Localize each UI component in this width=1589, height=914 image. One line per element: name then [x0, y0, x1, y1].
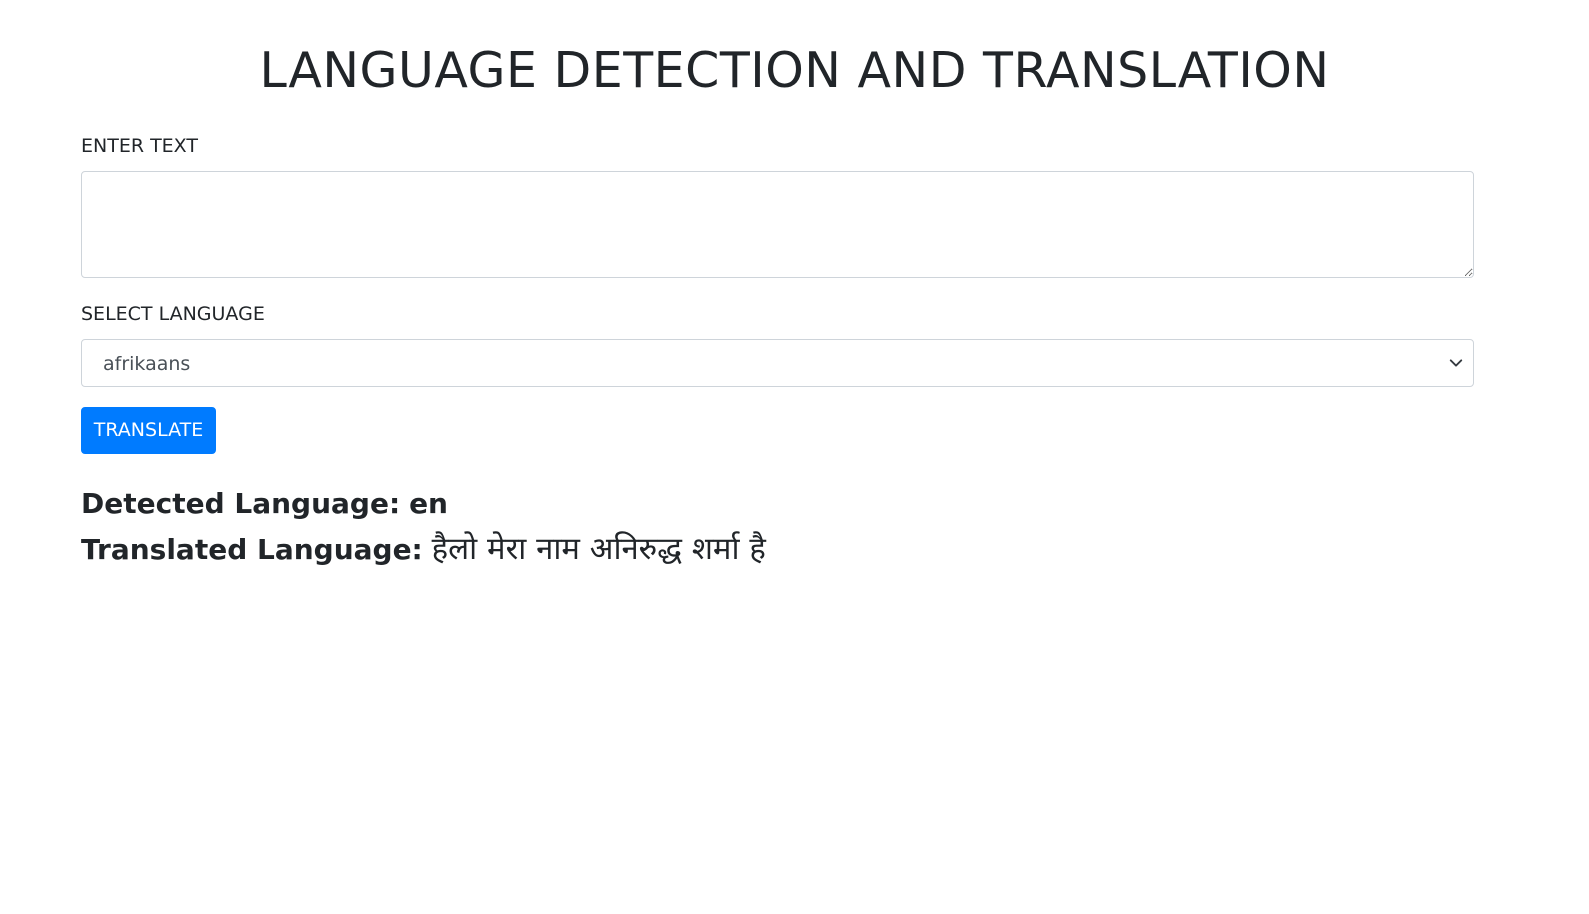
translated-language-value: हैलो मेरा नाम अनिरुद्ध शर्मा है [431, 531, 766, 567]
language-select-value: afrikaans [103, 353, 191, 375]
detected-language-label: Detected Language: [81, 487, 401, 520]
page-title: LANGUAGE DETECTION AND TRANSLATION [259, 42, 1330, 99]
select-language-label: SELECT LANGUAGE [81, 303, 265, 325]
detected-language-row [81, 484, 448, 524]
translate-button[interactable]: TRANSLATE [81, 407, 216, 454]
text-input[interactable] [81, 171, 1474, 278]
translated-language-row [81, 529, 766, 570]
language-select[interactable] [81, 339, 1474, 387]
translated-language-label: Translated Language: [81, 533, 423, 566]
enter-text-label: ENTER TEXT [81, 135, 198, 157]
chevron-down-icon [1449, 356, 1463, 370]
detected-language-value: en [409, 487, 448, 520]
